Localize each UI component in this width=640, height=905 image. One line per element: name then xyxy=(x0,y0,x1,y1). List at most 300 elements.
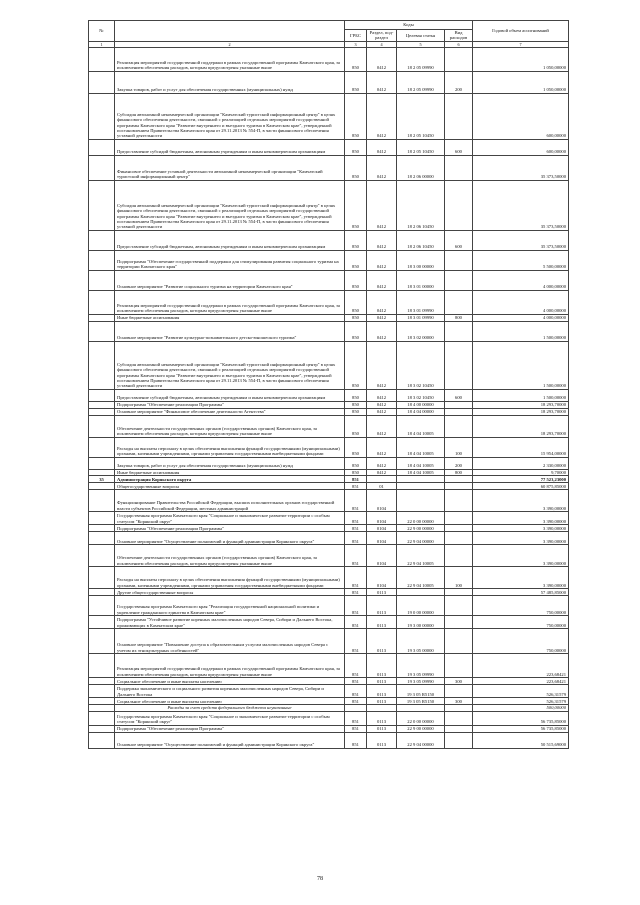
row-number: 35 xyxy=(89,476,115,483)
page-number: 78 xyxy=(317,876,323,882)
row-grbs: 850 xyxy=(345,314,367,321)
row-amount: 5 500,00000 xyxy=(473,250,569,270)
row-type xyxy=(445,93,473,139)
row-grbs: 851 xyxy=(345,654,367,678)
table-row xyxy=(89,545,569,567)
row-target xyxy=(397,476,445,483)
table-row xyxy=(89,47,569,71)
row-target: 22 9 00 00000 xyxy=(397,525,445,532)
table-row xyxy=(89,476,569,483)
row-type xyxy=(445,415,473,437)
row-amount: 1 500,00000 xyxy=(473,321,569,341)
column-number: 7 xyxy=(473,41,569,47)
table-row xyxy=(89,483,569,490)
row-name: Социальное обеспечение и иные выплаты населению xyxy=(115,698,345,705)
row-type xyxy=(445,532,473,545)
row-name: Общегосударственные вопросы xyxy=(115,483,345,490)
row-target: 18 4 04 00000 xyxy=(397,408,445,415)
table-row xyxy=(89,415,569,437)
row-name: Иные бюджетные ассигнования xyxy=(115,469,345,475)
row-type xyxy=(445,725,473,732)
column-number: 3 xyxy=(345,41,367,47)
row-grbs: 851 xyxy=(345,596,367,616)
row-amount: 750,00000 xyxy=(473,629,569,654)
row-target: 18 4 04 10005 xyxy=(397,437,445,457)
row-type xyxy=(445,545,473,567)
table-row xyxy=(89,389,569,401)
column-number: 4 xyxy=(367,41,397,47)
row-type xyxy=(445,155,473,180)
row-type xyxy=(445,476,473,483)
row-name: Реализация мероприятий государственной поддержки в рамках государственной программы Камчатского края, за исключением обеспечения расходов, которым предусмотрены указанные выше xyxy=(115,654,345,678)
row-grbs: 851 xyxy=(345,490,367,512)
row-grbs: 851 xyxy=(345,711,367,725)
table-row xyxy=(89,321,569,341)
row-type: 200 xyxy=(445,71,473,93)
row-name: Расходы на выплаты персоналу в целях обеспечения выполнения функций государственными (муниципальными) органами, казенными учреждениями, органами управления государственными внебюджетными фондами xyxy=(115,437,345,457)
row-number xyxy=(89,654,115,678)
row-type xyxy=(445,711,473,725)
row-amount: 18 293,70000 xyxy=(473,401,569,408)
row-type xyxy=(445,654,473,678)
row-section: 01 xyxy=(367,483,397,490)
header-codes: Коды xyxy=(345,21,473,30)
row-type: 800 xyxy=(445,469,473,475)
row-grbs: 850 xyxy=(345,180,367,230)
row-number xyxy=(89,71,115,93)
row-grbs: 850 xyxy=(345,341,367,389)
row-target: 22 9 00 00000 xyxy=(397,725,445,732)
row-name: Другие общегосударственные вопросы xyxy=(115,589,345,596)
row-section: 0412 xyxy=(367,230,397,250)
row-number xyxy=(89,483,115,490)
row-grbs: 850 xyxy=(345,250,367,270)
table-row xyxy=(89,711,569,725)
row-number xyxy=(89,415,115,437)
row-number xyxy=(89,401,115,408)
table-row xyxy=(89,457,569,469)
row-name: Основное мероприятие "Развитие социального туризма на территории Камчатского края" xyxy=(115,270,345,290)
table-row xyxy=(89,490,569,512)
row-number xyxy=(89,389,115,401)
row-amount: 1 500,00000 xyxy=(473,341,569,389)
row-target: 22 9 04 10005 xyxy=(397,545,445,567)
row-target: 19 3 05 00000 xyxy=(397,629,445,654)
table-row xyxy=(89,532,569,545)
row-section: 0412 xyxy=(367,321,397,341)
row-amount: 15 954,00000 xyxy=(473,437,569,457)
row-type xyxy=(445,401,473,408)
row-section xyxy=(367,476,397,483)
row-amount: 56 735,85000 xyxy=(473,711,569,725)
header-row-top xyxy=(89,21,569,30)
row-type: 100 xyxy=(445,437,473,457)
row-section: 0113 xyxy=(367,589,397,596)
row-target: 22 0 00 00000 xyxy=(397,711,445,725)
row-amount: 3 390,00000 xyxy=(473,545,569,567)
table-row xyxy=(89,408,569,415)
row-name: Функционирование Правительства Российской Федерации, высших исполнительных органов государственной власти субъектов Российской Федерации, местных администраций xyxy=(115,490,345,512)
row-name: Подпрограмма "Устойчивое развитие коренных малочисленных народов Севера, Сибири и Дальнего Востока, проживающих в Камчатском крае" xyxy=(115,616,345,629)
row-grbs: 850 xyxy=(345,270,367,290)
row-section: 0113 xyxy=(367,616,397,629)
row-grbs: 850 xyxy=(345,457,367,469)
row-target: 19 0 00 00000 xyxy=(397,596,445,616)
row-type xyxy=(445,525,473,532)
row-name: Предоставление субсидий бюджетным, автономным учреждениям и иным некоммерческим организациям xyxy=(115,230,345,250)
header-type: Вид расходов xyxy=(445,30,473,42)
row-number xyxy=(89,678,115,685)
row-type xyxy=(445,321,473,341)
row-number xyxy=(89,139,115,155)
row-amount: 750,00000 xyxy=(473,596,569,616)
row-name: Поддержка экономического и социального развития коренных малочисленных народов Севера, Сибири и Дальнего Востока xyxy=(115,685,345,698)
row-grbs: 850 xyxy=(345,469,367,475)
table-row xyxy=(89,512,569,525)
row-name: Закупка товаров, работ и услуг для обеспечения государственных (муниципальных) нужд xyxy=(115,457,345,469)
table-row xyxy=(89,155,569,180)
row-name: Предоставление субсидий бюджетным, автономным учреждениям и иным некоммерческим организациям xyxy=(115,139,345,155)
row-target: 18 2 06 10450 xyxy=(397,230,445,250)
row-target: 18 2 06 00000 xyxy=(397,155,445,180)
row-number xyxy=(89,457,115,469)
row-name: Подпрограмма "Обеспечение реализации Программы" xyxy=(115,401,345,408)
row-grbs: 850 xyxy=(345,290,367,314)
row-section: 0104 xyxy=(367,532,397,545)
row-name: Реализация мероприятий государственной поддержки в рамках государственной программы Камчатского края, за исключением обеспечения расходов, которым предусмотрены указанные выше xyxy=(115,47,345,71)
row-type: 100 xyxy=(445,567,473,589)
row-amount: 223,68421 xyxy=(473,654,569,678)
table-row xyxy=(89,270,569,290)
row-section: 0412 xyxy=(367,71,397,93)
row-target: 18 2 05 10450 xyxy=(397,139,445,155)
row-target: 22 9 04 00000 xyxy=(397,532,445,545)
row-amount: 35 373,50000 xyxy=(473,180,569,230)
row-number xyxy=(89,490,115,512)
row-target: 18 3 02 10450 xyxy=(397,389,445,401)
table-row xyxy=(89,678,569,685)
row-type xyxy=(445,290,473,314)
row-section: 0113 xyxy=(367,596,397,616)
row-section: 0104 xyxy=(367,545,397,567)
table-row xyxy=(89,616,569,629)
row-section: 0412 xyxy=(367,389,397,401)
row-amount: 3 390,00000 xyxy=(473,567,569,589)
row-section: 0113 xyxy=(367,711,397,725)
row-name: Основное мероприятие "Осуществление полномочий и функций администрации Корякского округа" xyxy=(115,532,345,545)
table-row xyxy=(89,401,569,408)
table-row xyxy=(89,437,569,457)
row-name: Обеспечение деятельности государственных органов (государственных органов) Камчатского края, за исключением обеспечения расходов, которым предусмотрены указанные выше xyxy=(115,545,345,567)
row-name: Обеспечение деятельности государственных органов (государственных органов) Камчатского края, за исключением обеспечения расходов, которым предусмотрены указанные выше xyxy=(115,415,345,437)
row-type xyxy=(445,685,473,698)
row-name: Основное мероприятие "Финансовое обеспечение деятельности Агентства" xyxy=(115,408,345,415)
column-number: 6 xyxy=(445,41,473,47)
row-type: 300 xyxy=(445,698,473,705)
row-type xyxy=(445,47,473,71)
row-amount: 500,00000 xyxy=(473,705,569,711)
row-section: 0412 xyxy=(367,341,397,389)
row-number xyxy=(89,532,115,545)
row-name: Субсидия автономной некоммерческой организации "Камчатский туристский информационный центр" в целях финансового обеспечения деятельности, связанной с реализацией отдельных мероприятий государственной программы Камчатского края "Развитие внутреннего и въездного туризма в Камчатском крае", утвержденной постановлением Правительства Камчатского края от 29.11.2013 № 554-П, в части финансового обеспечения уставной деятельности xyxy=(115,93,345,139)
row-target: 18 2 06 10450 xyxy=(397,180,445,230)
row-section: 0412 xyxy=(367,93,397,139)
row-grbs: 850 xyxy=(345,139,367,155)
column-number: 5 xyxy=(397,41,445,47)
row-section: 0412 xyxy=(367,437,397,457)
row-amount: 1 050,00000 xyxy=(473,47,569,71)
row-amount: 35 373,50000 xyxy=(473,155,569,180)
table-row xyxy=(89,139,569,155)
row-section: 0412 xyxy=(367,469,397,475)
row-target: 22 0 00 00000 xyxy=(397,512,445,525)
row-amount: 3 390,00000 xyxy=(473,525,569,532)
row-name: Государственная программа Камчатского края "Социальное и экономическое развитие территории с особым статусом "Корякский округ" xyxy=(115,711,345,725)
row-grbs: 850 xyxy=(345,93,367,139)
row-type: 600 xyxy=(445,389,473,401)
row-name: Социальное обеспечение и иные выплаты населению xyxy=(115,678,345,685)
row-number xyxy=(89,180,115,230)
row-target: 19 3 05 R5150 xyxy=(397,685,445,698)
row-amount: 4 000,00000 xyxy=(473,270,569,290)
row-number xyxy=(89,290,115,314)
row-number xyxy=(89,596,115,616)
table-row xyxy=(89,685,569,698)
row-name: Расходы за счет средств федерального бюджета неуказанные xyxy=(115,705,345,711)
row-name: Государственная программа Камчатского края "Реализация государственной национальной политики и укрепление гражданского единства в Камчатском крае" xyxy=(115,596,345,616)
row-type xyxy=(445,589,473,596)
row-grbs: 851 xyxy=(345,732,367,748)
table-row xyxy=(89,230,569,250)
header-name xyxy=(115,21,345,42)
row-section: 0412 xyxy=(367,415,397,437)
table-row xyxy=(89,341,569,389)
row-type xyxy=(445,596,473,616)
row-section: 0104 xyxy=(367,512,397,525)
row-name: Расходы на выплаты персоналу в целях обеспечения выполнения функций государственными (муниципальными) органами, казенными учреждениями, органами управления государственными внебюджетными фондами xyxy=(115,567,345,589)
row-number xyxy=(89,567,115,589)
row-section: 0412 xyxy=(367,180,397,230)
row-grbs: 851 xyxy=(345,545,367,567)
row-amount: 1 050,00000 xyxy=(473,71,569,93)
row-type xyxy=(445,408,473,415)
row-name: Основное мероприятие "Развитие культурно-познавательного детско-юношеского туризма" xyxy=(115,321,345,341)
row-target: 22 9 04 10005 xyxy=(397,567,445,589)
row-amount: 57 485,85000 xyxy=(473,589,569,596)
row-number xyxy=(89,725,115,732)
row-target: 19 3 05 R5150 xyxy=(397,698,445,705)
row-amount: 600,00000 xyxy=(473,93,569,139)
row-target: 18 3 01 09990 xyxy=(397,314,445,321)
row-amount: 3 390,00000 xyxy=(473,532,569,545)
row-name: Субсидия автономной некоммерческой организации "Камчатский туристский информационный центр" в целях финансового обеспечения деятельности, связанной с реализацией отдельных мероприятий государственной программы Камчатского края "Развитие внутреннего и въездного туризма в Камчатском крае", утвержденной постановлением Правительства Камчатского края от 29.11.2013 № 554-П, в части финансового обеспечения уставной деятельности xyxy=(115,180,345,230)
table-row xyxy=(89,290,569,314)
table-row xyxy=(89,314,569,321)
row-type xyxy=(445,512,473,525)
row-number xyxy=(89,437,115,457)
row-section: 0412 xyxy=(367,139,397,155)
row-amount: 4 000,00000 xyxy=(473,290,569,314)
row-grbs: 851 xyxy=(345,512,367,525)
row-target: 18 3 00 00000 xyxy=(397,250,445,270)
row-amount: 60 875,85000 xyxy=(473,483,569,490)
row-type xyxy=(445,732,473,748)
table-row xyxy=(89,629,569,654)
table-row xyxy=(89,596,569,616)
row-grbs: 851 xyxy=(345,567,367,589)
row-type xyxy=(445,483,473,490)
row-amount: 18 293,70000 xyxy=(473,415,569,437)
row-target: 18 2 05 09990 xyxy=(397,71,445,93)
row-type xyxy=(445,250,473,270)
header-section: Раздел, под-раздел xyxy=(367,30,397,42)
row-target: 18 3 01 09990 xyxy=(397,290,445,314)
row-grbs: 851 xyxy=(345,698,367,705)
row-name: Предоставление субсидий бюджетным, автономным учреждениям и иным некоммерческим организациям xyxy=(115,389,345,401)
row-grbs: 850 xyxy=(345,408,367,415)
row-target: 18 2 05 09990 xyxy=(397,47,445,71)
row-name: Иные бюджетные ассигнования xyxy=(115,314,345,321)
row-type xyxy=(445,180,473,230)
row-amount: 4 000,00000 xyxy=(473,314,569,321)
row-section: 0104 xyxy=(367,567,397,589)
row-number xyxy=(89,711,115,725)
row-grbs: 850 xyxy=(345,389,367,401)
table-row xyxy=(89,71,569,93)
row-section: 0412 xyxy=(367,401,397,408)
row-name: Подпрограмма "Обеспечение государственной поддержки для стимулирования развития социального туризма на территории Камчатского края" xyxy=(115,250,345,270)
row-section: 0113 xyxy=(367,685,397,698)
row-number xyxy=(89,545,115,567)
row-section: 0412 xyxy=(367,457,397,469)
row-section: 0412 xyxy=(367,250,397,270)
row-target: 18 3 02 00000 xyxy=(397,321,445,341)
row-name: Основное мероприятие "Осуществление полномочий и функций администрации Корякского округа" xyxy=(115,732,345,748)
row-name: Основное мероприятие "Повышение доступа к образовательным услугам малочисленных народов Севера с учетом их этнокультурных особенностей" xyxy=(115,629,345,654)
row-grbs: 851 xyxy=(345,532,367,545)
row-amount: 50 515,69000 xyxy=(473,732,569,748)
row-grbs: 850 xyxy=(345,155,367,180)
row-amount: 35 373,50000 xyxy=(473,230,569,250)
row-amount: 600,00000 xyxy=(473,139,569,155)
table-row xyxy=(89,525,569,532)
row-grbs: 850 xyxy=(345,71,367,93)
row-target: 18 4 00 00000 xyxy=(397,401,445,408)
row-grbs: 850 xyxy=(345,230,367,250)
row-amount: 77 523,23000 xyxy=(473,476,569,483)
row-target: 19 3 00 00000 xyxy=(397,616,445,629)
row-number xyxy=(89,250,115,270)
row-number xyxy=(89,321,115,341)
row-type xyxy=(445,490,473,512)
row-section: 0412 xyxy=(367,270,397,290)
row-grbs: 851 xyxy=(345,616,367,629)
row-number xyxy=(89,93,115,139)
row-target: 19 3 05 09990 xyxy=(397,654,445,678)
row-target: 18 3 02 10450 xyxy=(397,341,445,389)
row-type xyxy=(445,616,473,629)
row-target: 18 2 05 10450 xyxy=(397,93,445,139)
row-number xyxy=(89,408,115,415)
row-number xyxy=(89,698,115,705)
row-section: 0104 xyxy=(367,525,397,532)
row-number xyxy=(89,512,115,525)
row-amount: 223,68421 xyxy=(473,678,569,685)
row-type xyxy=(445,270,473,290)
row-type: 600 xyxy=(445,139,473,155)
budget-table xyxy=(88,20,569,749)
row-target xyxy=(397,589,445,596)
row-number xyxy=(89,629,115,654)
row-grbs: 851 xyxy=(345,476,367,483)
header-grbs: ГРБС xyxy=(345,30,367,42)
row-grbs: 850 xyxy=(345,321,367,341)
row-target: 22 9 04 00000 xyxy=(397,732,445,748)
row-amount: 3 390,00000 xyxy=(473,490,569,512)
row-grbs: 851 xyxy=(345,685,367,698)
header-target: Целевая статья xyxy=(397,30,445,42)
row-name: Финансовое обеспечение уставной деятельности автономной некоммерческой организации "Камчатский туристский информационный центр" xyxy=(115,155,345,180)
row-type: 300 xyxy=(445,678,473,685)
row-target: 18 3 01 00000 xyxy=(397,270,445,290)
row-grbs: 851 xyxy=(345,629,367,654)
table-row xyxy=(89,250,569,270)
row-type: 200 xyxy=(445,457,473,469)
row-section: 0412 xyxy=(367,290,397,314)
row-target: 18 4 04 10005 xyxy=(397,469,445,475)
row-amount: 9,70000 xyxy=(473,469,569,475)
row-number xyxy=(89,270,115,290)
header-amount: Годовой объем ассигнований xyxy=(473,21,569,42)
row-number xyxy=(89,589,115,596)
row-section: 0113 xyxy=(367,629,397,654)
row-grbs: 850 xyxy=(345,415,367,437)
table-row xyxy=(89,732,569,748)
row-section: 0113 xyxy=(367,654,397,678)
header-num: № xyxy=(89,21,115,42)
table-row xyxy=(89,567,569,589)
row-amount: 18 293,70000 xyxy=(473,408,569,415)
row-grbs: 851 xyxy=(345,525,367,532)
row-section: 0113 xyxy=(367,725,397,732)
row-amount: 3 390,00000 xyxy=(473,512,569,525)
row-section: 0113 xyxy=(367,678,397,685)
row-section: 0412 xyxy=(367,408,397,415)
table-row xyxy=(89,180,569,230)
row-type xyxy=(445,341,473,389)
row-name: Реализация мероприятий государственной поддержки в рамках государственной программы Камчатского края, за исключением обеспечения расходов, которым предусмотрены указанные выше xyxy=(115,290,345,314)
row-name: Закупка товаров, работ и услуг для обеспечения государственных (муниципальных) нужд xyxy=(115,71,345,93)
column-number: 2 xyxy=(115,41,345,47)
row-target: 18 4 04 10005 xyxy=(397,457,445,469)
row-amount: 2 330,00000 xyxy=(473,457,569,469)
row-number xyxy=(89,47,115,71)
table-row xyxy=(89,589,569,596)
row-section: 0412 xyxy=(367,47,397,71)
row-section: 0104 xyxy=(367,490,397,512)
row-grbs: 851 xyxy=(345,589,367,596)
row-amount: 1 500,00000 xyxy=(473,389,569,401)
row-number xyxy=(89,616,115,629)
row-amount: 526,31579 xyxy=(473,685,569,698)
row-number xyxy=(89,341,115,389)
row-amount: 750,00000 xyxy=(473,616,569,629)
column-number: 1 xyxy=(89,41,115,47)
row-type: 600 xyxy=(445,230,473,250)
row-grbs: 850 xyxy=(345,47,367,71)
table-row xyxy=(89,93,569,139)
row-name: Субсидия автономной некоммерческой организации "Камчатский туристский информационный центр" в целях финансового обеспечения деятельности, связанной с реализацией отдельных мероприятий государственной программы Камчатского края "Развитие внутреннего и въездного туризма в Камчатском крае", утвержденной постановлением Правительства Камчатского края от 29.11.2013 № 554-П, в части финансового обеспечения уставной деятельности xyxy=(115,341,345,389)
